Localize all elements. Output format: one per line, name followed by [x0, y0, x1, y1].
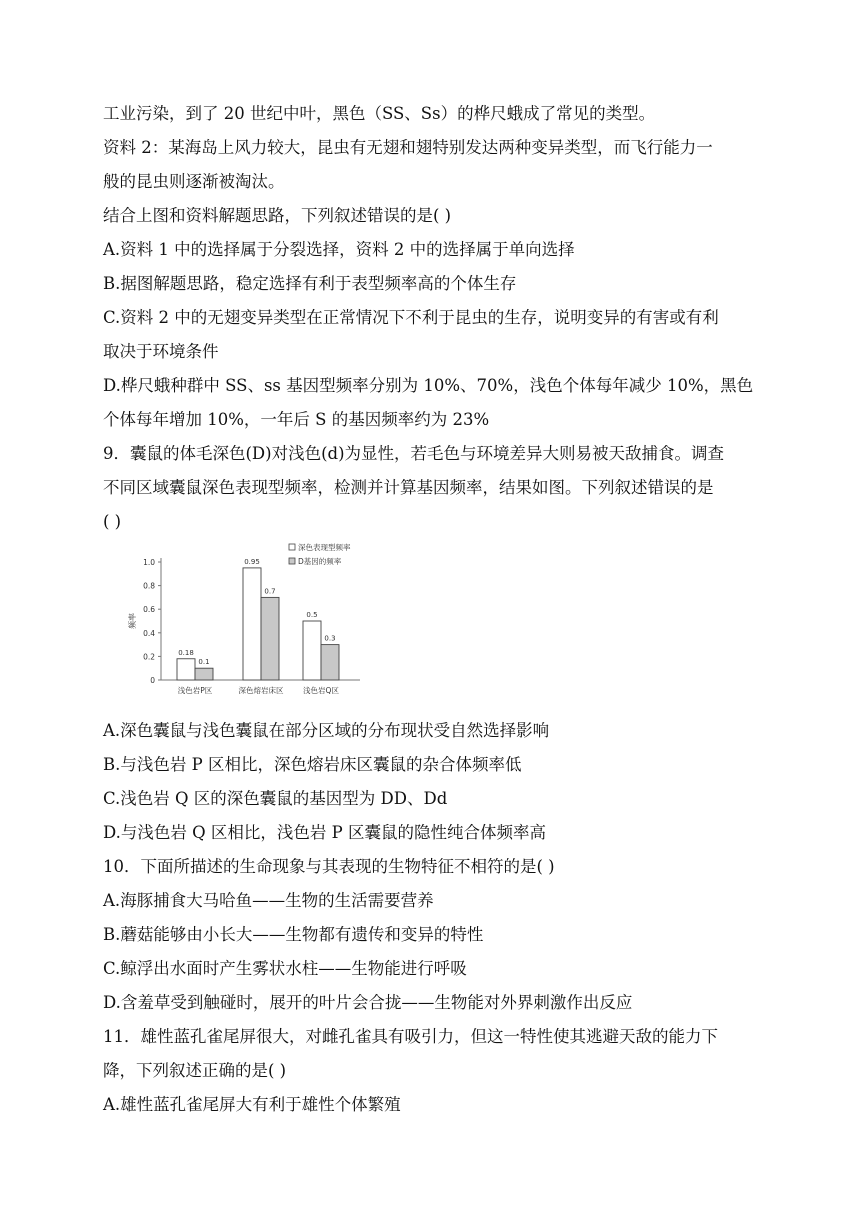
text-line: 取决于环境条件 — [103, 342, 219, 361]
legend-swatch — [289, 544, 295, 550]
category-label: 浅色岩P区 — [177, 686, 213, 695]
text-line: 不同区域囊鼠深色表现型频率，检测并计算基因频率，结果如图。下列叙述错误的是 — [103, 478, 714, 497]
bar-chart — [125, 538, 365, 708]
text-line: 个体每年增加 10%，一年后 S 的基因频率约为 23% — [103, 410, 490, 429]
option-a: A.海豚捕食大马哈鱼——生物的生活需要营养 — [103, 891, 434, 910]
y-tick-label: 0.2 — [143, 652, 155, 662]
legend-swatch — [289, 558, 295, 564]
option-c: C.鲸浮出水面时产生雾状水柱——生物能进行呼吸 — [103, 959, 467, 978]
data-label: 0.95 — [244, 557, 260, 566]
option-a: A.资料 1 中的选择属于分裂选择，资料 2 中的选择属于单向选择 — [103, 240, 575, 259]
data-label: 0.7 — [264, 587, 276, 596]
text-line: ( ) — [103, 512, 122, 531]
option-d: D.与浅色岩 Q 区相比，浅色岩 P 区囊鼠的隐性纯合体频率高 — [103, 823, 546, 842]
data-label: 0.5 — [306, 611, 318, 619]
y-tick-label: 0.8 — [143, 581, 155, 591]
question-stem: 结合上图和资料解题思路，下列叙述错误的是( ) — [103, 206, 452, 225]
data-label: 0.3 — [324, 634, 336, 643]
bar-d-allele — [321, 645, 339, 680]
category-label: 深色熔岩床区 — [238, 686, 284, 695]
category-label: 浅色岩Q区 — [303, 686, 339, 695]
y-tick-label: 1.0 — [143, 558, 155, 567]
option-b: B.蘑菇能够由小长大——生物都有遗传和变异的特性 — [103, 925, 484, 944]
y-tick-label: 0.4 — [143, 628, 155, 638]
y-tick-label: 0.6 — [143, 605, 155, 615]
question-11: 11．雄性蓝孔雀尾屏很大，对雌孔雀具有吸引力，但这一特性使其逃避天敌的能力下 — [103, 1027, 718, 1046]
bar-dark-phenotype — [243, 568, 261, 680]
option-b: B.与浅色岩 P 区相比，深色熔岩床区囊鼠的杂合体频率低 — [103, 755, 522, 774]
option-a: A.深色囊鼠与浅色囊鼠在部分区域的分布现状受自然选择影响 — [103, 721, 550, 740]
question-9: 9．囊鼠的体毛深色(D)对浅色(d)为显性，若毛色与环境差异大则易被天敌捕食。调查 — [103, 444, 725, 463]
option-d: D.含羞草受到触碰时，展开的叶片会合拢——生物能对外界刺激作出反应 — [103, 993, 633, 1012]
bar-d-allele — [261, 597, 279, 680]
y-tick-label: 0 — [150, 676, 155, 685]
option-d: D.桦尺蛾种群中 SS、ss 基因型频率分别为 10%、70%，浅色个体每年减少 10%，黑色 — [103, 376, 754, 395]
option-c: C.浅色岩 Q 区的深色囊鼠的基因型为 DD、Dd — [103, 789, 448, 808]
data-label: 0.1 — [198, 658, 210, 667]
data-label: 0.18 — [178, 648, 194, 657]
option-a: A.雄性蓝孔雀尾屏大有利于雄性个体繁殖 — [103, 1095, 401, 1114]
bar-dark-phenotype — [177, 659, 195, 680]
question-10: 10．下面所描述的生命现象与其表现的生物特征不相符的是( ) — [103, 857, 555, 876]
legend-label: D基因的频率 — [298, 557, 342, 566]
option-c: C.资料 2 中的无翅变异类型在正常情况下不利于昆虫的生存，说明变异的有害或有利 — [103, 308, 719, 327]
bar-dark-phenotype — [303, 621, 321, 680]
option-b: B.据图解题思路，稳定选择有利于表型频率高的个体生存 — [103, 274, 517, 293]
text-line: 降，下列叙述正确的是( ) — [103, 1061, 287, 1080]
text-line: 般的昆虫则逐渐被淘汰。 — [103, 172, 285, 191]
bar-d-allele — [195, 668, 213, 680]
legend-label: 深色表现型频率 — [298, 543, 351, 552]
text-line: 资料 2：某海岛上风力较大，昆虫有无翅和翅特别发达两种变异类型，而飞行能力一 — [103, 138, 713, 157]
text-line: 工业污染，到了 20 世纪中叶，黑色（SS、Ss）的桦尺蛾成了常见的类型。 — [103, 104, 656, 123]
y-axis-label: 频率 — [128, 613, 137, 629]
